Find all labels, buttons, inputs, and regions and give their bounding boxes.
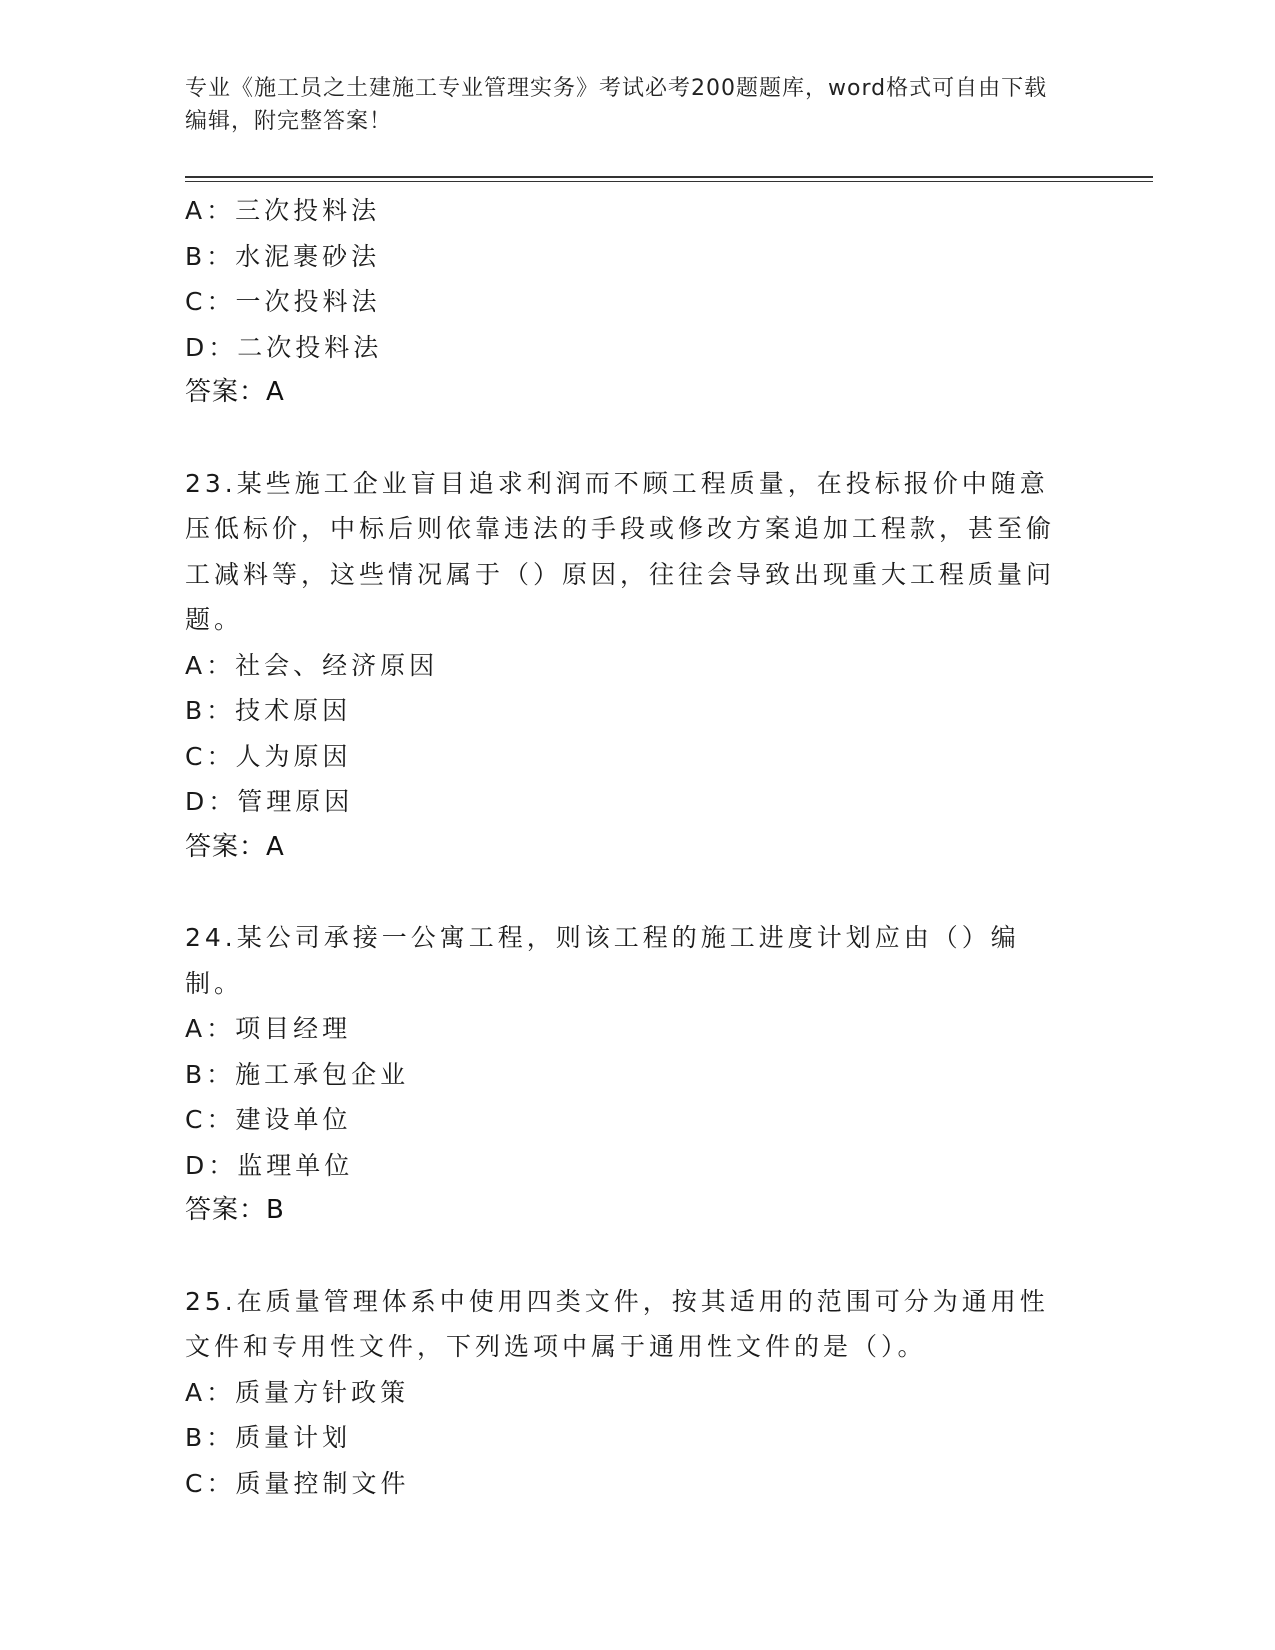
option-b: B：水泥裹砂法 <box>185 241 381 271</box>
option-a: A：三次投料法 <box>185 196 381 225</box>
question-25 <box>185 1279 1085 1507</box>
option-c: C：人为原因 <box>185 741 352 771</box>
option-a: A：社会、经济原因 <box>185 650 439 680</box>
page-header: 专业《施工员之土建施工专业管理实务》考试必考200题题库，word格式可自由下载编辑，附完整答案！ <box>185 76 1048 134</box>
answer: 答案：A <box>185 831 285 862</box>
option-b: B：施工承包企业 <box>185 1059 410 1089</box>
option-b: B：质量计划 <box>185 1423 352 1452</box>
header-divider-thin <box>185 181 1153 182</box>
question-23 <box>185 461 1085 871</box>
spacer <box>185 1234 1085 1279</box>
option-a: A：质量方针政策 <box>185 1377 410 1407</box>
question-text: 23.某些施工企业盲目追求利润而不顾工程质量，在投标报价中随意压低标价，中标后则依靠违法的手段或修改方案追加工程款，甚至偷工减料等，这些情况属于（）原因，往往会导致出现重大工程质量问题。 <box>185 468 1056 634</box>
answer: 答案：B <box>185 1195 285 1225</box>
option-c: C：建设单位 <box>185 1105 352 1134</box>
option-d: D：监理单位 <box>185 1150 354 1180</box>
option-d: D：二次投料法 <box>185 332 383 362</box>
question-24 <box>185 915 1085 1234</box>
question-text: 25.在质量管理体系中使用四类文件，按其适用的范围可分为通用性文件和专用性文件，下列选项中属于通用性文件的是（）。 <box>185 1286 1049 1361</box>
option-c: C：质量控制文件 <box>185 1468 410 1498</box>
option-a: A：项目经理 <box>185 1014 352 1043</box>
option-c: C：一次投料法 <box>185 287 381 316</box>
question-list <box>185 188 1085 1506</box>
header-divider-thick <box>185 176 1153 178</box>
question-text: 24.某公司承接一公寓工程，则该工程的施工进度计划应由（）编制。 <box>185 923 1020 998</box>
spacer <box>185 416 1085 461</box>
option-d: D：管理原因 <box>185 787 354 816</box>
question-22 <box>185 188 1085 416</box>
spacer <box>185 870 1085 915</box>
answer: 答案：A <box>185 377 285 407</box>
option-b: B：技术原因 <box>185 696 352 725</box>
